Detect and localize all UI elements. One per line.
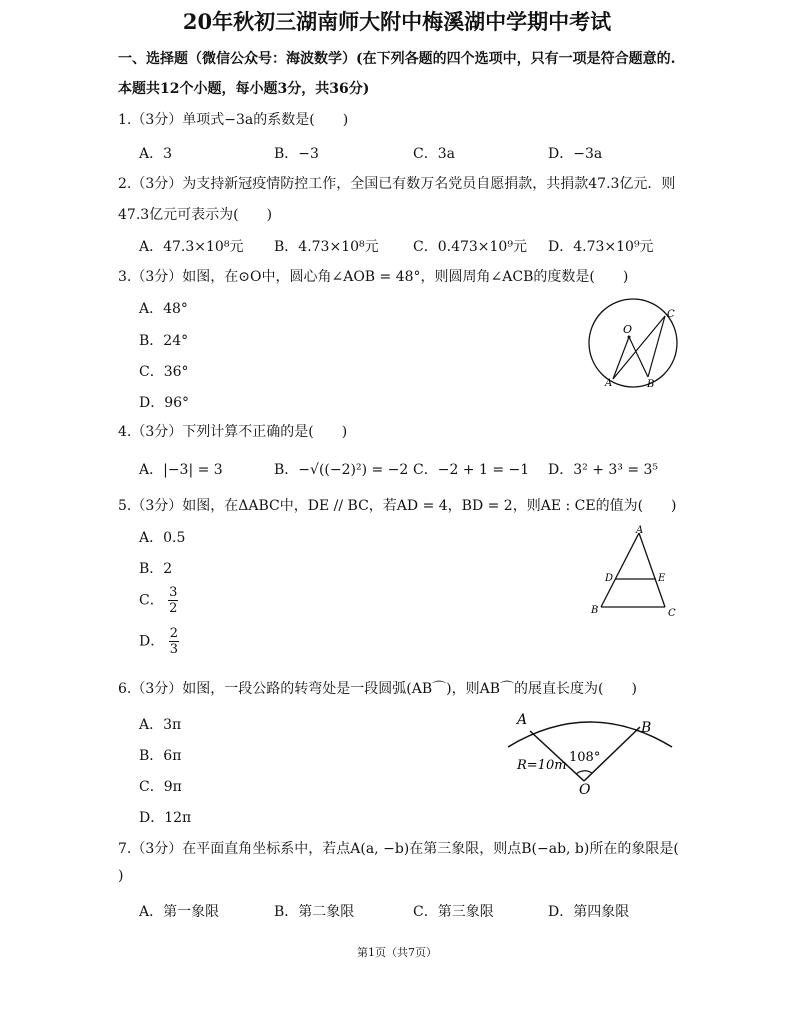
circle-label-o: O: [623, 323, 633, 336]
q4-option-a: A．|−3| = 3: [139, 462, 223, 478]
road-figure: [500, 705, 680, 800]
question-7-stem: 7.（3分）在平面直角坐标系中，若点A(a, −b)在第三象限，则点B(−ab, b)所在的象限是(: [118, 841, 679, 857]
road-label-a: A: [517, 712, 528, 728]
question-2-stem-cont: 47.3亿元可表示为( ): [118, 207, 273, 223]
q3-option-b: B．24°: [139, 333, 189, 349]
q1-option-b: B．−3: [274, 146, 319, 162]
q4-option-c: C．−2 + 1 = −1: [413, 462, 530, 478]
triangle-figure: [585, 522, 685, 622]
circle-label-c: C: [667, 309, 675, 320]
fraction-numerator: 3: [169, 585, 178, 600]
q7-option-d: D．第四象限: [548, 904, 630, 920]
q4-option-b: B．−√((−2)²) = −2: [274, 462, 409, 478]
fraction-denominator: 3: [169, 642, 178, 657]
question-1-stem: 1.（3分）单项式−3a的系数是( ): [118, 112, 349, 128]
question-6-stem: 6.（3分）如图，一段公路的转弯处是一段圆弧(AB⌒)，则AB⌒的展直长度为( ): [118, 681, 637, 697]
road-radius-label: R=10m: [517, 758, 567, 773]
q1-option-d: D．−3a: [548, 146, 603, 162]
road-label-o: O: [579, 782, 591, 798]
q2-option-a: A．47.3×10⁸元: [139, 239, 244, 255]
section-heading-cont: 本题共12个小题，每小题3分，共36分): [118, 81, 370, 97]
triangle-label-c: C: [668, 608, 676, 619]
question-5-stem: 5.（3分）如图，在ΔABC中，DE // BC，若AD = 4，BD = 2，则AE : CE的值为( ): [118, 498, 677, 514]
triangle-label-a: A: [636, 525, 644, 536]
q5-option-b: B．2: [139, 561, 173, 577]
q6-option-c: C．9π: [139, 779, 182, 795]
circle-label-a: A: [605, 378, 613, 389]
fraction-three-halves: [168, 585, 178, 616]
road-label-b: B: [641, 720, 652, 736]
q7-option-a: A．第一象限: [139, 904, 220, 920]
q6-option-b: B．6π: [139, 748, 182, 764]
page-title: 20年秋初三湖南师大附中梅溪湖中学期中考试: [182, 9, 612, 34]
q2-option-d: D．4.73×10⁹元: [548, 239, 654, 255]
q3-option-a: A．48°: [139, 301, 188, 317]
q2-option-b: B．4.73×10⁸元: [274, 239, 379, 255]
fraction-numerator: 2: [169, 626, 178, 641]
q1-option-a: A．3: [139, 146, 173, 162]
circle-outline: [589, 299, 677, 387]
q6-option-a: A．3π: [139, 717, 182, 733]
question-2-stem: 2.（3分）为支持新冠疫情防控工作，全国已有数万名党员自愿捐款，共捐款47.3亿元．则: [118, 176, 676, 192]
q5-option-c: [139, 585, 178, 616]
q3-option-c: C．36°: [139, 364, 189, 380]
circle-figure: [582, 295, 692, 395]
q3-option-d: D．96°: [139, 395, 190, 411]
circle-label-b: B: [647, 379, 655, 390]
q2-option-c: C．0.473×10⁹元: [413, 239, 527, 255]
q5-option-d: [139, 626, 179, 657]
q7-option-c: C．第三象限: [413, 904, 494, 920]
q7-option-b: B．第二象限: [274, 904, 355, 920]
q5-option-a: A．0.5: [139, 530, 186, 546]
q4-option-d: D．3² + 3³ = 3⁵: [548, 462, 659, 478]
question-3-stem: 3.（3分）如图，在⊙O中，圆心角∠AOB = 48°，则圆周角∠ACB的度数是( ): [118, 269, 629, 285]
q6-option-d: D．12π: [139, 810, 192, 826]
q1-option-c: C．3a: [413, 146, 455, 162]
question-7-stem-cont: ): [118, 868, 124, 884]
triangle-label-b: B: [591, 605, 599, 616]
fraction-two-thirds: [169, 626, 179, 657]
fraction-denominator: 2: [169, 601, 178, 616]
road-angle-label: 108°: [569, 750, 601, 765]
triangle-label-e: E: [658, 573, 666, 584]
section-heading: 一、选择题（微信公众号：海波数学）(在下列各题的四个选项中，只有一项是符合题意的.: [118, 51, 676, 67]
q5-option-c-letter: C．: [139, 592, 164, 609]
page-footer: 第1页（共7页）: [357, 946, 437, 959]
triangle-label-d: D: [605, 573, 614, 584]
q5-option-d-letter: D．: [139, 633, 165, 650]
question-4-stem: 4.（3分）下列计算不正确的是( ): [118, 424, 348, 440]
